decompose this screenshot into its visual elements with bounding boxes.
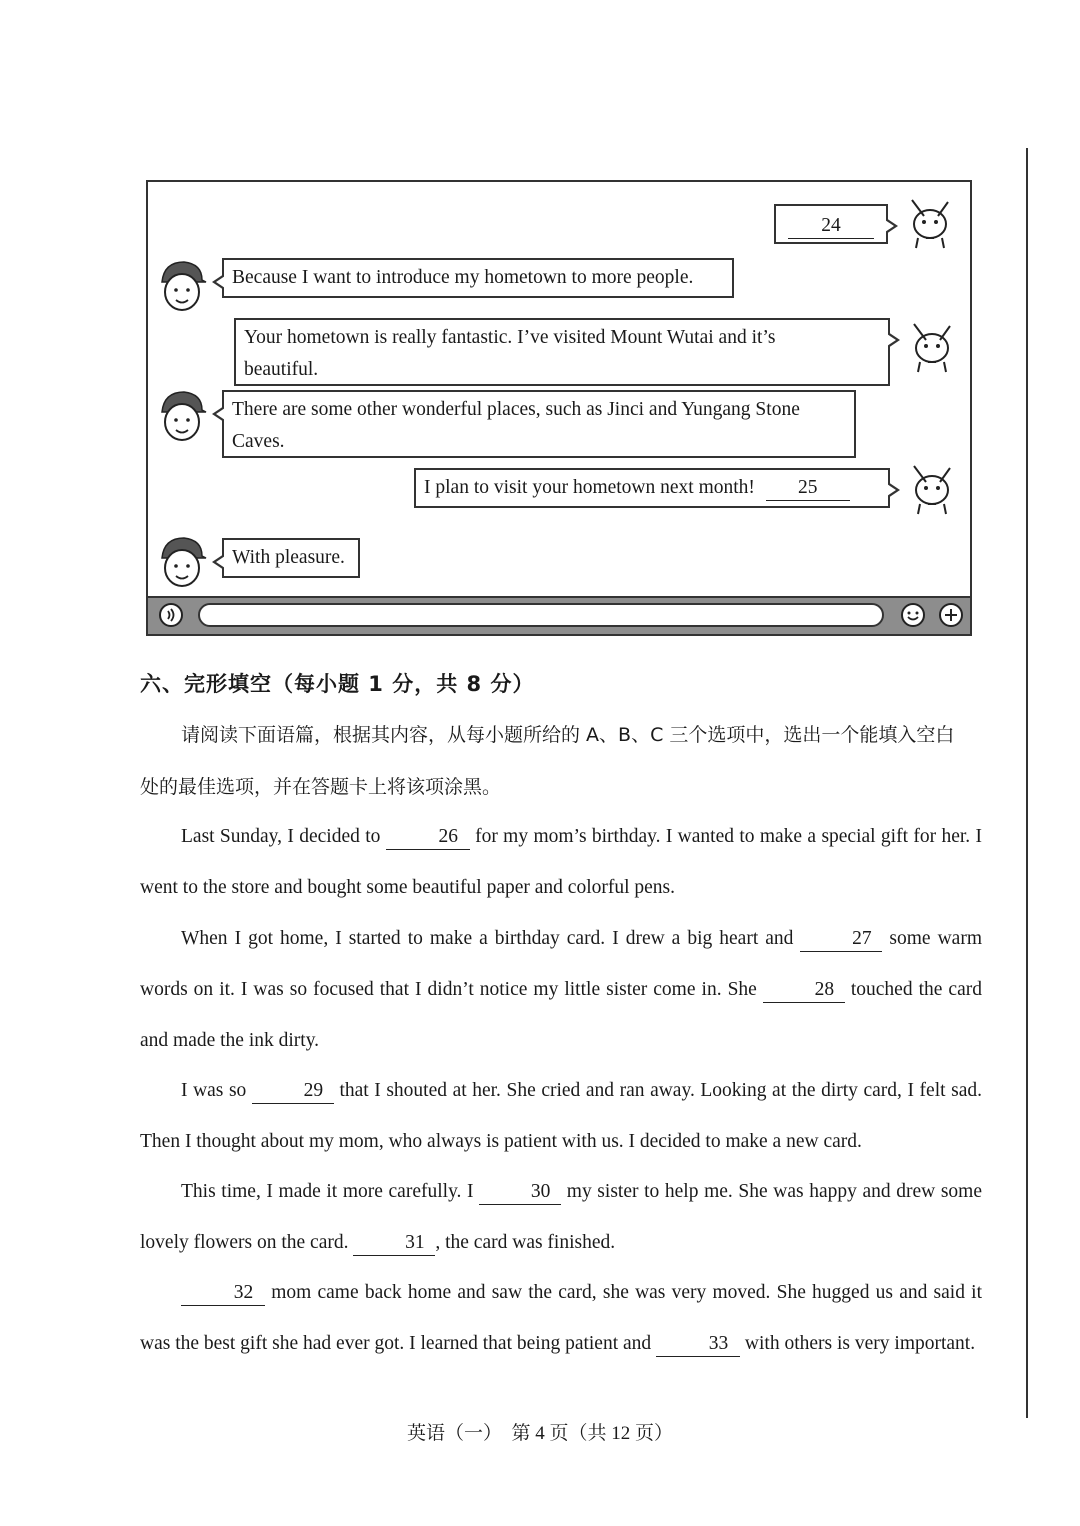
passage-paragraph <box>140 811 982 913</box>
passage-text: some warm words on it. I was so focused that I didn’t notice my little sister come in. She <box>140 928 982 1000</box>
passage-text: When I got home, I started to make a birthday card. I drew a big heart and <box>181 928 801 949</box>
passage-paragraph <box>140 1166 982 1268</box>
boy-avatar-icon <box>156 388 208 444</box>
pikachu-avatar-icon <box>906 318 958 374</box>
chat-message-left <box>222 258 734 298</box>
boy-avatar-icon <box>156 258 208 314</box>
message-text: Caves. <box>232 431 285 452</box>
answer-blank: 24 <box>788 214 874 239</box>
answer-blank: 27 <box>800 927 882 952</box>
boy-avatar-icon <box>156 534 208 590</box>
passage-text: touched the card and made the ink dirty. <box>140 979 982 1051</box>
passage-text: for my mom’s birthday. I wanted to make a special gift for her. I went to the store and bought some beautiful paper and colorful pens. <box>140 826 982 898</box>
message-text: There are some other wonderful places, such as Jinci and Yungang Stone <box>232 399 800 420</box>
instruction-line: 请阅读下面语篇，根据其内容，从每小题所给的 A、B、C 三个选项中，选出一个能填入空白 <box>181 724 955 746</box>
add-icon[interactable] <box>938 602 964 628</box>
chat-message-left <box>222 390 856 458</box>
instruction-line: 处的最佳选项，并在答题卡上将该项涂黑。 <box>140 776 502 798</box>
page-footer: 英语（一） 第 4 页（共 12 页） <box>406 1423 673 1444</box>
chat-input-bar <box>148 596 970 634</box>
answer-blank: 29 <box>252 1079 334 1104</box>
section-title: 六、完形填空（每小题 1 分，共 8 分） <box>140 672 535 696</box>
answer-blank: 25 <box>766 476 850 501</box>
passage-text: my sister to help me. She was happy and drew some lovely flowers on the card. <box>140 1181 982 1253</box>
passage-paragraph <box>140 1065 982 1167</box>
answer-blank: 32 <box>181 1281 265 1306</box>
message-text: Your hometown is really fantastic. I’ve visited Mount Wutai and it’s <box>244 327 776 348</box>
answer-blank: 31 <box>353 1231 435 1256</box>
passage-text: mom came back home and saw the card, she was very moved. She hugged us and said it was the best gift she had ever got. I learned that being patient and <box>140 1282 982 1354</box>
emoji-icon[interactable] <box>900 602 926 628</box>
chat-message-right <box>774 204 888 244</box>
message-text: I plan to visit your hometown next month! <box>424 477 755 498</box>
chat-message-left <box>222 538 360 578</box>
passage-text: This time, I made it more carefully. I <box>181 1181 480 1202</box>
answer-blank: 30 <box>479 1180 561 1205</box>
message-text: Because I want to introduce my hometown to more people. <box>232 267 694 288</box>
passage-paragraph <box>140 1267 982 1369</box>
passage-text: , the card was finished. <box>435 1232 616 1253</box>
passage-text: I was so <box>181 1080 252 1101</box>
pikachu-avatar-icon <box>906 460 958 516</box>
message-input[interactable] <box>198 603 884 627</box>
pikachu-avatar-icon <box>904 194 956 250</box>
passage-text: with others is very important. <box>740 1333 976 1354</box>
chat-message-right <box>234 318 890 386</box>
passage-text: that I shouted at her. She cried and ran away. Looking at the dirty card, I felt sad. Then I thought about my mom, who always is patient with us. I decided to make a new card. <box>140 1080 982 1152</box>
message-text: beautiful. <box>244 359 319 380</box>
passage-text: Last Sunday, I decided to <box>181 826 386 847</box>
page-margin-rule <box>1026 148 1028 1418</box>
answer-blank: 28 <box>763 978 845 1003</box>
answer-blank: 33 <box>656 1332 740 1357</box>
answer-blank: 26 <box>386 825 470 850</box>
chat-window <box>146 180 972 636</box>
chat-message-right <box>414 468 890 508</box>
passage-paragraph <box>140 913 982 1066</box>
voice-icon[interactable] <box>158 602 184 628</box>
message-text: With pleasure. <box>232 547 345 568</box>
